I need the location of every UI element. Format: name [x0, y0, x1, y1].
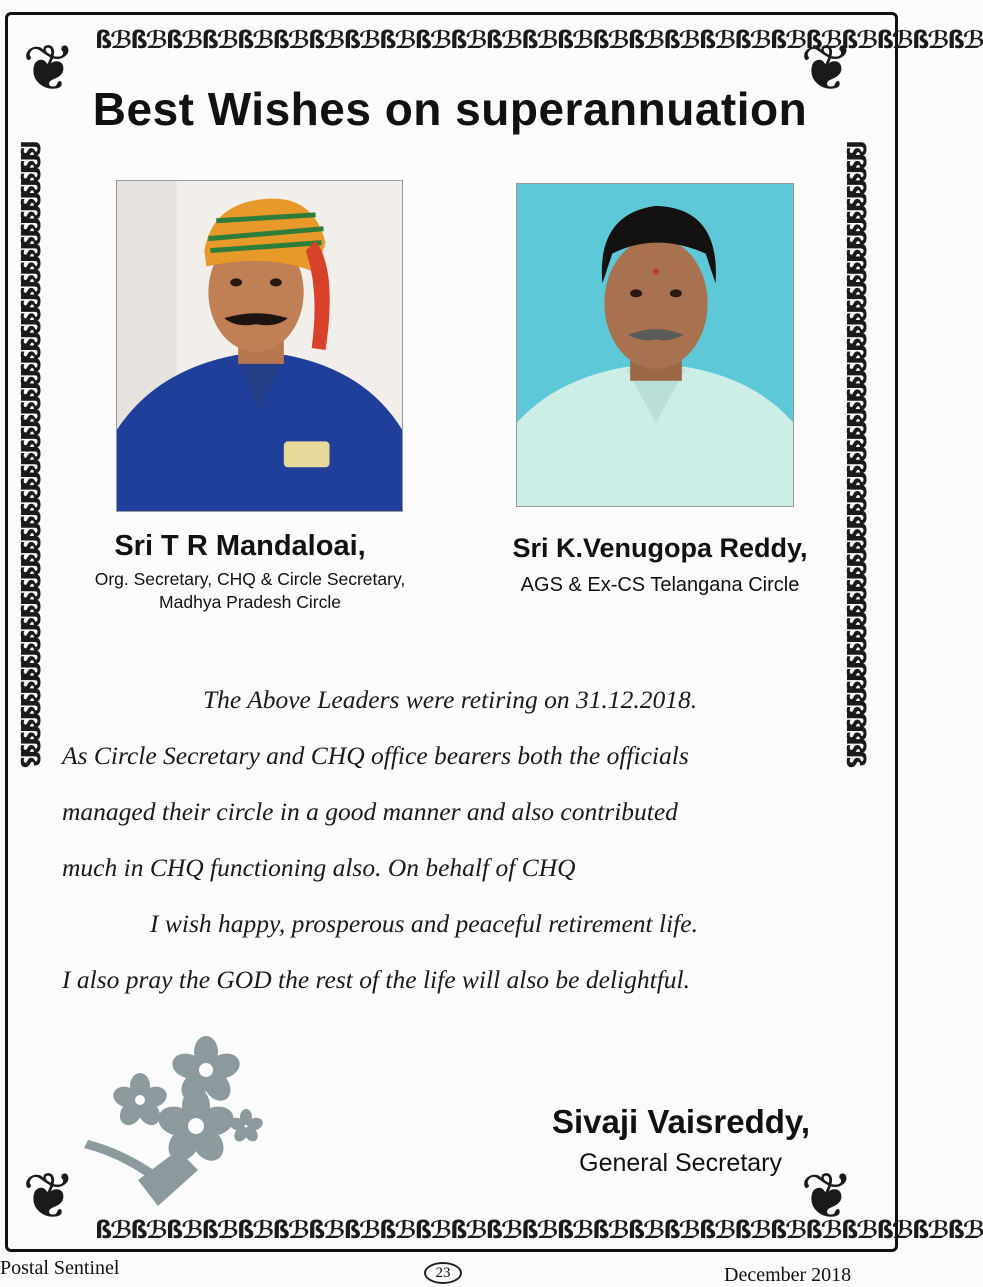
message-line: much in CHQ functioning also. On behalf of CHQ — [62, 853, 576, 882]
corner-flourish-icon: ❦ — [22, 1160, 76, 1234]
corner-flourish-icon: ❦ — [22, 32, 76, 106]
message-line: I wish happy, prosperous and peaceful retirement life. — [150, 909, 698, 938]
message-line: managed their circle in a good manner and also contributed — [62, 797, 678, 826]
honoree-2-role-line: AGS & Ex-CS Telangana Circle — [520, 574, 800, 596]
signatory-title: General Secretary — [579, 1149, 782, 1177]
flower-bouquet-icon — [78, 1030, 268, 1220]
page-title: Best Wishes on superannuation — [92, 83, 808, 135]
honoree-1-photo — [116, 180, 403, 512]
message-body — [62, 672, 822, 1008]
honoree-2-name: Sri K.Venugopa Reddy, — [512, 533, 808, 563]
ornamental-border-top-icon: ßℬßℬßℬßℬßℬßℬßℬßℬßℬßℬßℬßℬßℬßℬßℬßℬßℬßℬßℬßℬßℬßℬßℬßℬßℬ — [95, 26, 983, 54]
signatory-name: Sivaji Vaisreddy, — [551, 1103, 810, 1140]
issue-date: December 2018 — [724, 1264, 852, 1286]
message-line: The Above Leaders were retiring on 31.12.2018. — [203, 685, 698, 714]
publication-name: Postal Sentinel — [0, 1257, 120, 1279]
message-line: As Circle Secretary and CHQ office bearers both the officials — [62, 741, 689, 770]
corner-flourish-icon: ❦ — [800, 1160, 854, 1234]
honoree-2-photo — [516, 183, 794, 507]
ornamental-border-bottom-icon: ßℬßℬßℬßℬßℬßℬßℬßℬßℬßℬßℬßℬßℬßℬßℬßℬßℬßℬßℬßℬßℬßℬßℬßℬßℬ — [95, 1216, 983, 1244]
page-number: 23 — [424, 1262, 462, 1284]
honoree-1-role-line: Org. Secretary, CHQ & Circle Secretary, — [94, 569, 406, 589]
honoree-1-role-line: Madhya Pradesh Circle — [159, 592, 341, 612]
honoree-2-role — [480, 574, 840, 597]
honoree-1-role — [40, 568, 460, 614]
ornamental-border-left-icon: ßßßßßßßßßßßßßßßßßßßßßßßßßßßßßßßßßßßßßßßßßßßßßßßßß — [14, 140, 44, 763]
message-line: I also pray the GOD the rest of the life will also be delightful. — [62, 965, 690, 994]
corner-flourish-icon: ❦ — [800, 32, 854, 106]
ornamental-border-right-icon: ßßßßßßßßßßßßßßßßßßßßßßßßßßßßßßßßßßßßßßßßßßßßßßßßß — [840, 140, 870, 763]
honoree-1-name: Sri T R Mandaloai, — [114, 530, 366, 562]
